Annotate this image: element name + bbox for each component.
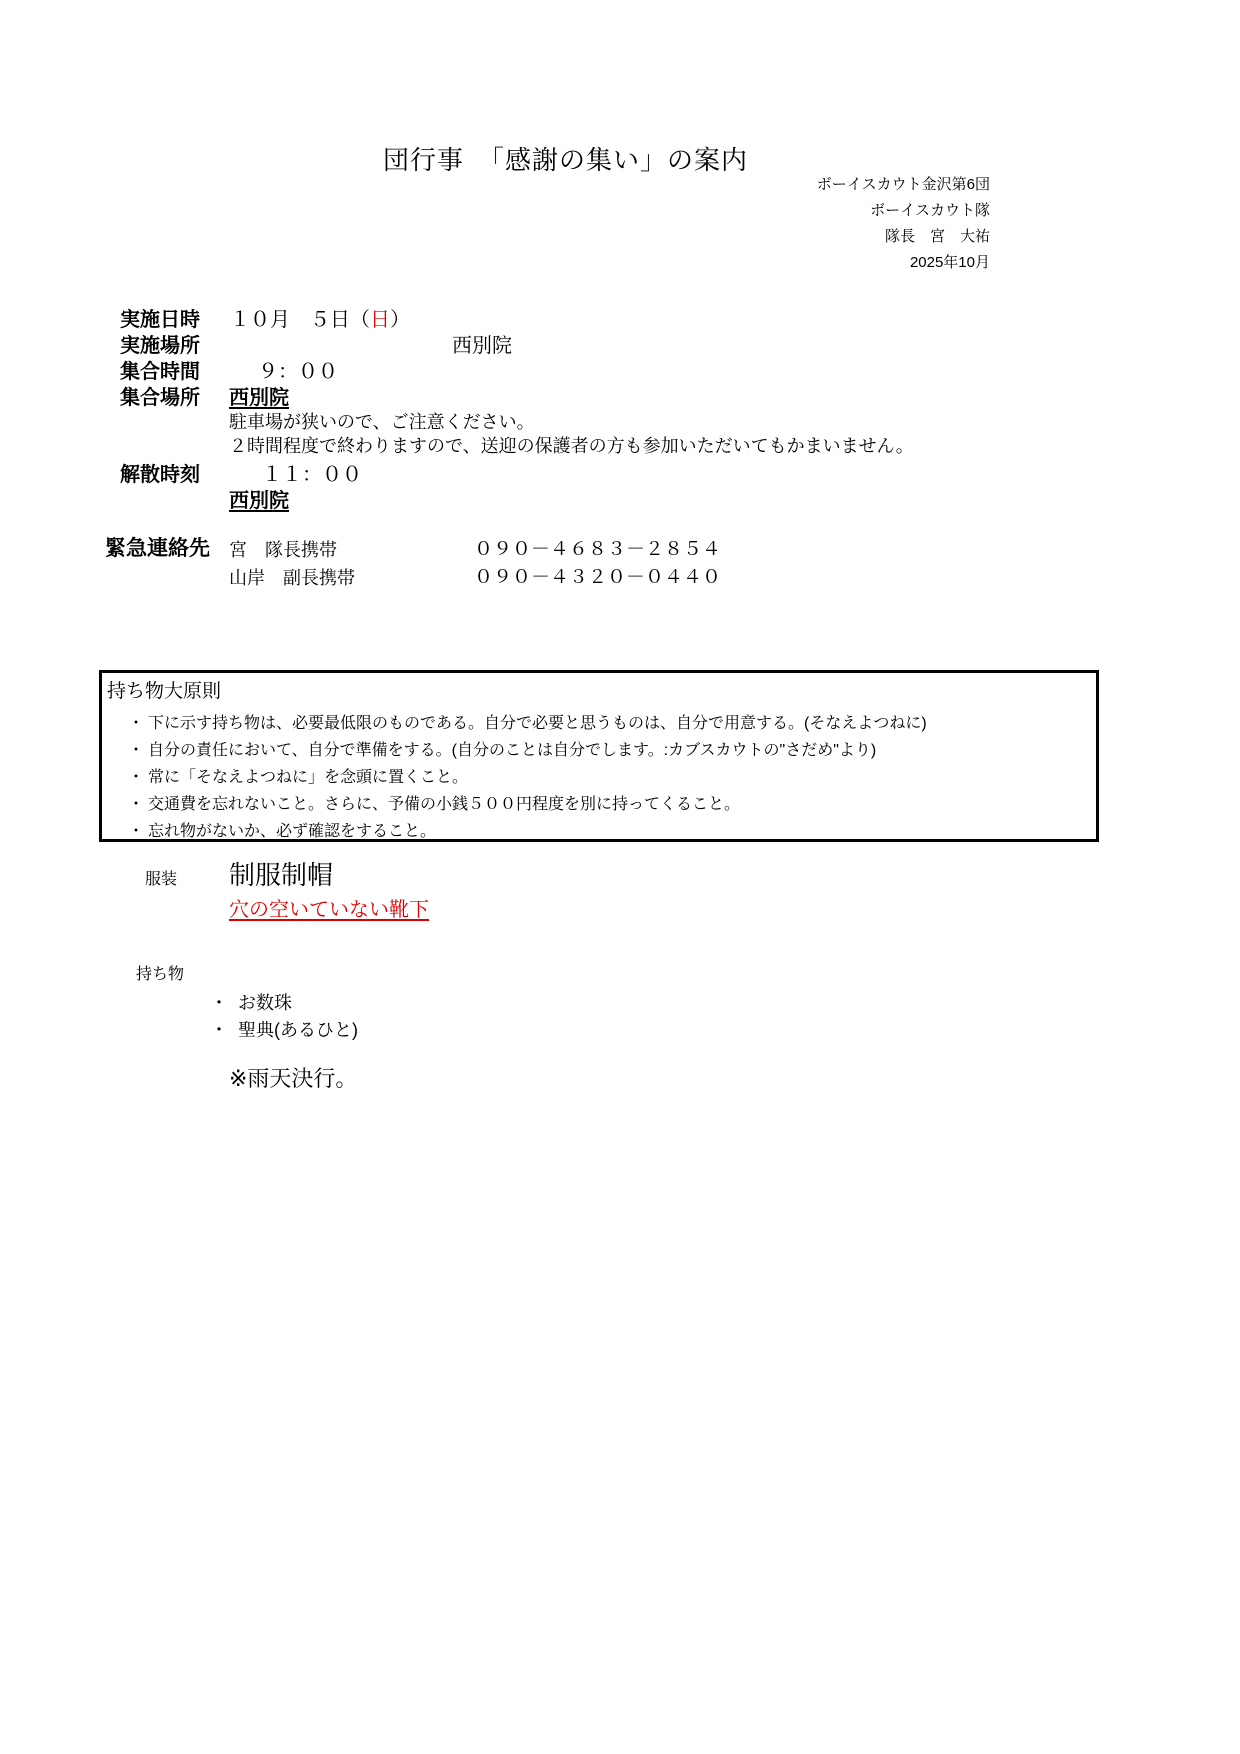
meet-place-label: 集合場所 xyxy=(120,387,200,409)
bullet-icon: ・ xyxy=(128,796,145,813)
sender-block xyxy=(817,172,990,276)
meet-time-value: ９：００ xyxy=(258,361,338,383)
bullet-icon: ・ xyxy=(210,1020,228,1040)
event-date-sunday-red: 日 xyxy=(370,309,390,331)
socks-note: 穴の空いていない靴下 xyxy=(229,899,429,921)
event-place-value: 西別院 xyxy=(452,335,512,357)
principle-item-text: 自分の責任において、自分で準備をする。(自分のことは自分でします。:カブスカウトの"さだめ"より) xyxy=(148,742,877,759)
emergency-contact-label: 緊急連絡先 xyxy=(105,537,210,560)
event-date-text: １０月 ５日（ xyxy=(230,309,370,331)
belongings-item xyxy=(210,989,292,1015)
rain-note: ※雨天決行。 xyxy=(229,1066,358,1091)
meet-time-label: 集合時間 xyxy=(120,361,200,383)
event-datetime-label: 実施日時 xyxy=(120,309,200,331)
bullet-icon: ・ xyxy=(210,993,228,1013)
sender-issued-date: 2025年10月 xyxy=(909,254,990,271)
sender-leader: 隊長 宮 大祐 xyxy=(884,228,990,245)
dismiss-time-label: 解散時刻 xyxy=(120,464,200,486)
principle-item-text: 交通費を忘れないこと。さらに、予備の小銭５００円程度を別に持ってくること。 xyxy=(148,796,741,813)
principle-item xyxy=(102,710,1096,737)
principles-list xyxy=(102,710,1096,845)
principles-title: 持ち物大原則 xyxy=(107,681,222,702)
belongings-item-text: 聖典(あるひと) xyxy=(238,1020,358,1040)
event-date-close: ） xyxy=(390,309,410,331)
bullet-icon: ・ xyxy=(128,742,145,759)
belongings-label: 持ち物 xyxy=(136,966,185,983)
bullet-icon: ・ xyxy=(128,823,145,840)
dismiss-place-value: 西別院 xyxy=(229,490,289,512)
meet-place-value: 西別院 xyxy=(229,387,289,409)
principle-item-text: 常に「そなえよつねに」を念頭に置くこと。 xyxy=(148,769,469,786)
page-title: 団行事 「感謝の集い」の案内 xyxy=(383,145,749,175)
principle-item-text: 忘れ物がないか、必ず確認をすること。 xyxy=(148,823,437,840)
parking-note: 駐車場が狭いので、ご注意ください。 xyxy=(229,412,535,432)
bullet-icon: ・ xyxy=(128,769,145,786)
uniform-value: 制服制帽 xyxy=(229,860,334,890)
principle-item xyxy=(102,791,1096,818)
event-place-label: 実施場所 xyxy=(120,335,200,357)
dismiss-time-value: １１：００ xyxy=(262,464,362,486)
principle-item xyxy=(102,818,1096,845)
principle-item xyxy=(102,737,1096,764)
sender-org: ボーイスカウト金沢第6団 xyxy=(816,176,990,193)
principle-item-text: 下に示す持ち物は、必要最低限のものである。自分で必要と思うものは、自分で用意する。(そなえよつねに) xyxy=(148,715,927,732)
bullet-icon: ・ xyxy=(128,715,145,732)
principles-box xyxy=(99,670,1099,842)
event-datetime-value xyxy=(230,303,410,332)
duration-note: ２時間程度で終わりますので、送迎の保護者の方も参加いただいてもかまいません。 xyxy=(229,436,914,456)
contact-phone-deputy: ０９０－４３２０－０４４０ xyxy=(474,567,722,588)
principle-item xyxy=(102,764,1096,791)
contact-name-leader: 宮 隊長携帯 xyxy=(229,540,337,560)
sender-unit: ボーイスカウト隊 xyxy=(870,202,990,219)
belongings-item xyxy=(210,1016,358,1042)
contact-phone-leader: ０９０－４６８３－２８５４ xyxy=(474,539,722,560)
clothing-label: 服装 xyxy=(145,871,178,888)
contact-name-deputy: 山岸 副長携帯 xyxy=(229,568,355,588)
belongings-item-text: お数珠 xyxy=(238,993,292,1013)
